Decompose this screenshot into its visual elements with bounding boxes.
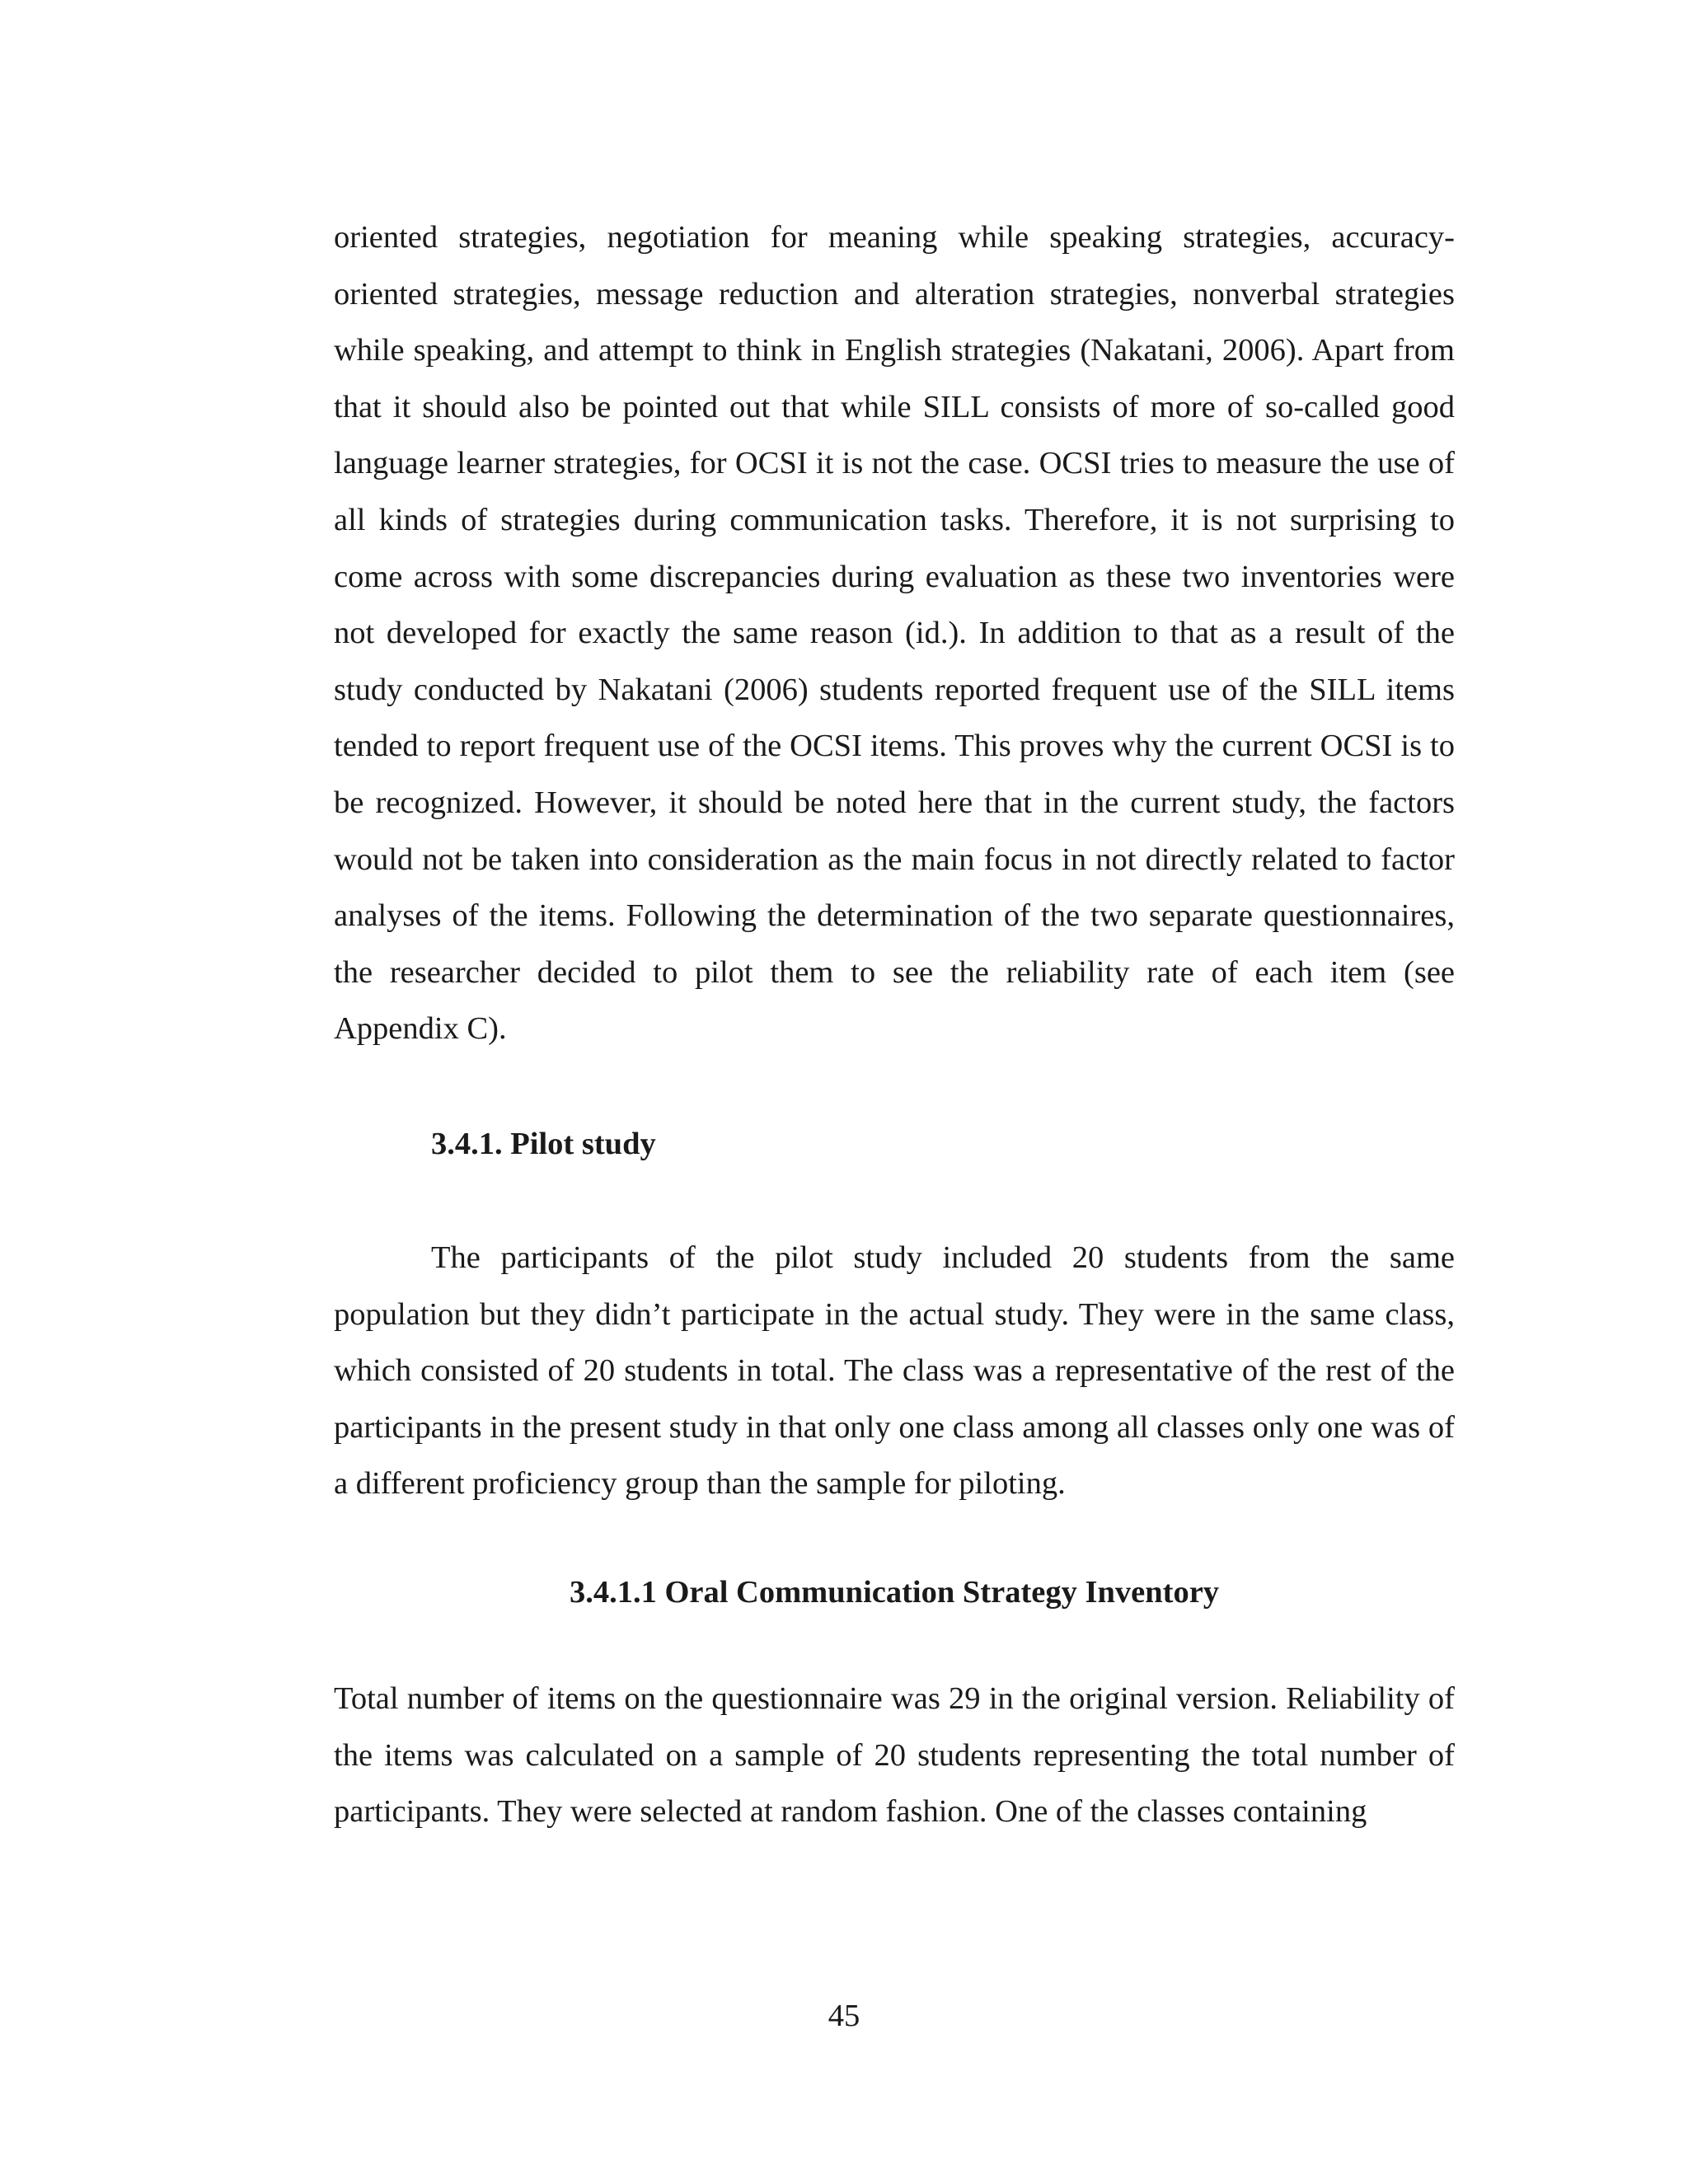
body-paragraph-pilot-text: The participants of the pilot study included 20 students from the same population but they didn’t participate in the actual study. They were in the same class, which consisted of 20 students in total. The class was a representative of the rest of the participants in the present study in that only one class among all classes only one was of a different proficiency group than the sample for piloting.	[334, 1240, 1455, 1502]
page-number: 45	[828, 1999, 860, 2033]
body-paragraph-pilot	[334, 1230, 1455, 1512]
body-paragraph-continuation: oriented strategies, negotiation for meaning while speaking strategies, accuracy-oriented strategies, message reduction and alteration strategies, nonverbal strategies while speaking, and attempt to think in English strategies (Nakatani, 2006). Apart from that it should also be pointed out that while SILL consists of more of so-called good language learner strategies, for OCSI it is not the case. OCSI tries to measure the use of all kinds of strategies during communication tasks. Therefore, it is not surprising to come across with some discrepancies during evaluation as these two inventories were not developed for exactly the same reason (id.). In addition to that as a result of the study conducted by Nakatani (2006) students reported frequent use of the SILL items tended to report frequent use of the OCSI items. This proves why the current OCSI is to be recognized. However, it should be noted here that in the current study, the factors would not be taken into consideration as the main focus in not directly related to factor analyses of the items. Following the determination of the two separate questionnaires, the researcher decided to pilot them to see the reliability rate of each item (see Appendix C).	[334, 220, 1455, 1047]
subsection-heading-ocsi: 3.4.1.1 Oral Communication Strategy Inventory	[569, 1575, 1220, 1610]
section-heading-pilot-study: 3.4.1. Pilot study	[431, 1127, 656, 1161]
body-paragraph-ocsi: Total number of items on the questionnaire was 29 in the original version. Reliability of the items was calculated on a sample of 20 students representing the total number of participants. They were selected at random fashion. One of the classes containing	[334, 1681, 1455, 1830]
